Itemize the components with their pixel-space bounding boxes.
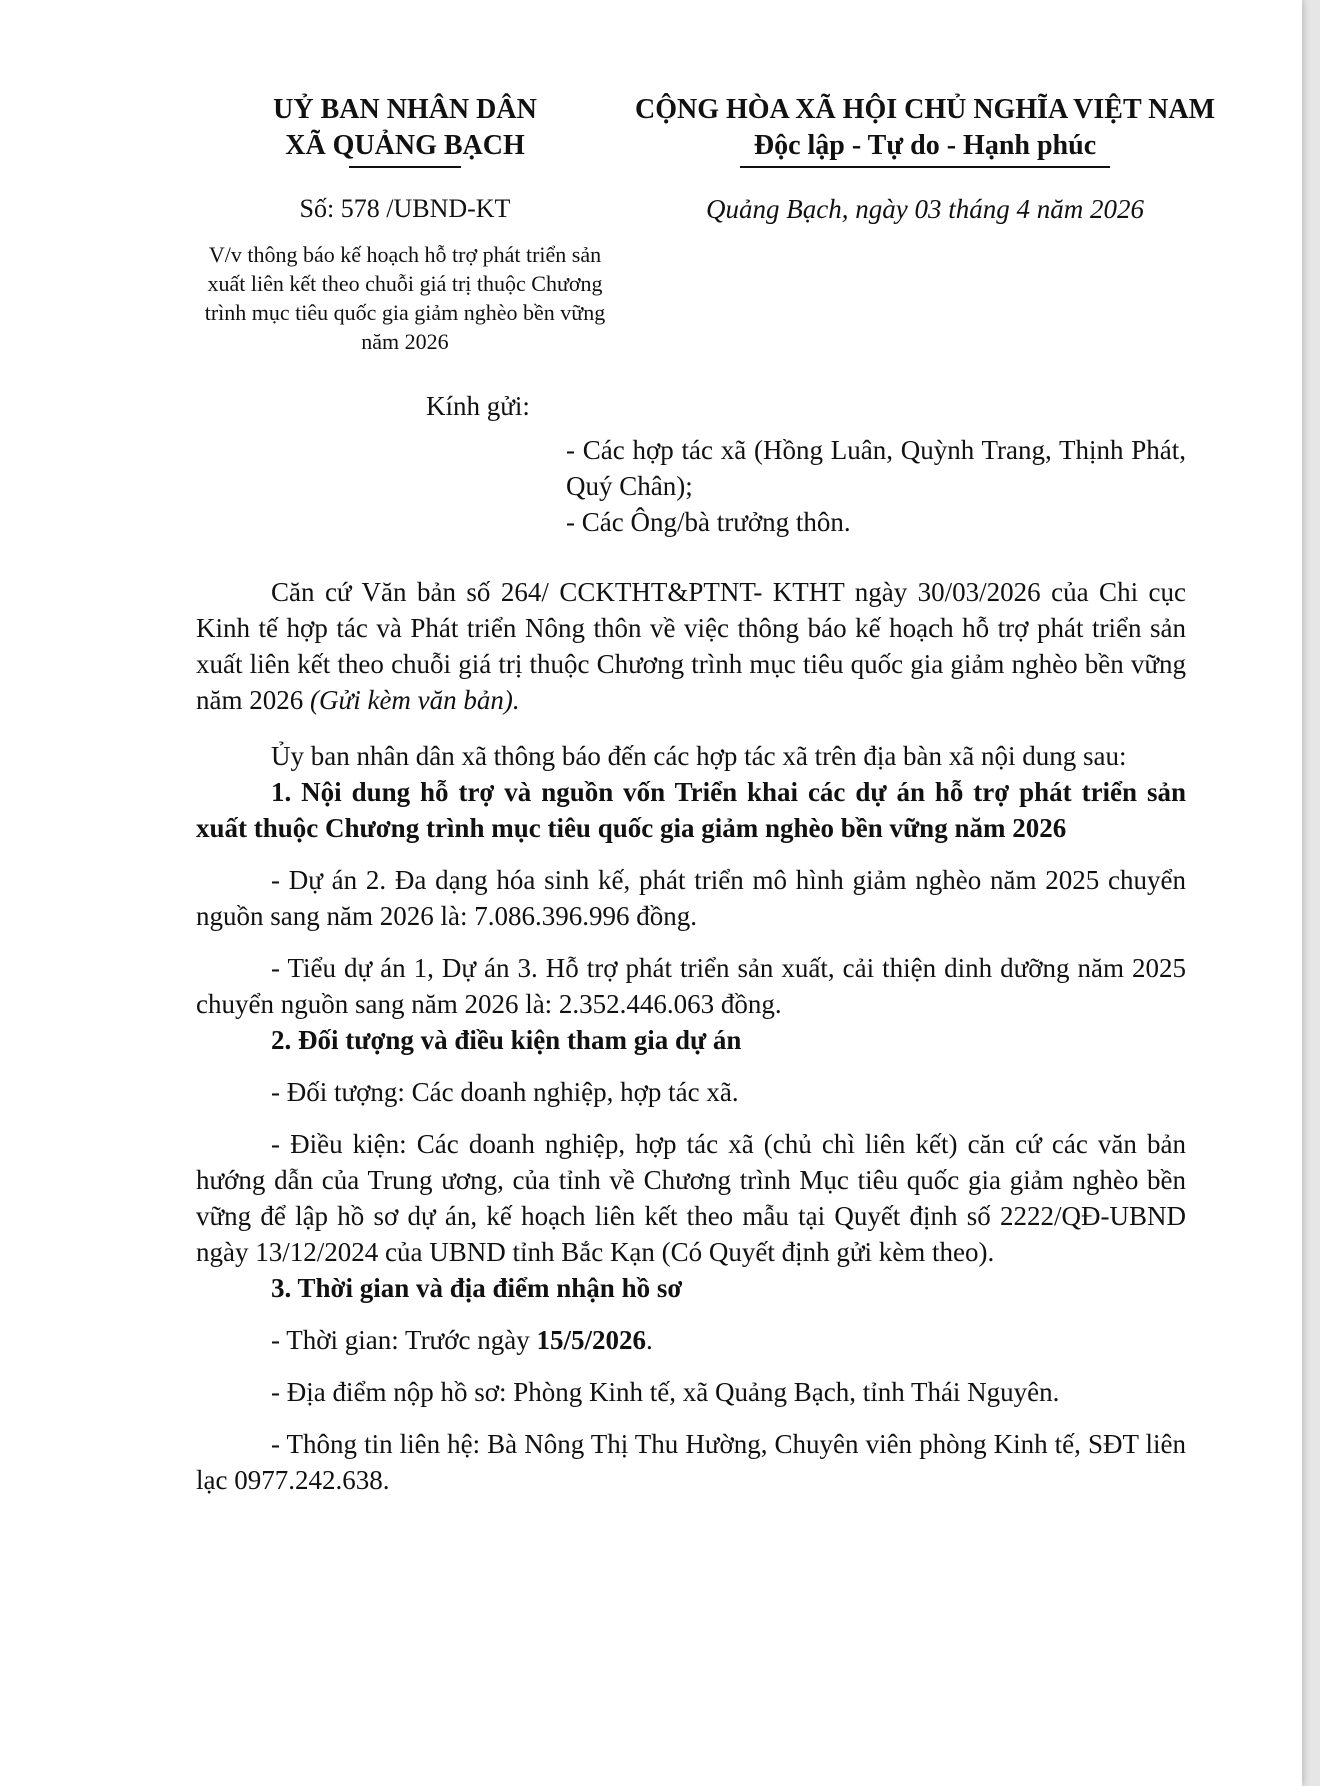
basis-text: Căn cứ Văn bản số 264/ CCKTHT&PTNT- KTHT ngày 30/03/2026 của Chi cục Kinh tế hợp tác và Phát triển Nông thôn về việc thông báo kế hoạch hỗ trợ phát triển sản xuất liên kết theo chuỗi giá trị thuộc Chương trình mục tiêu quốc gia giảm nghèo bền vững năm 2026 bbox=[196, 577, 1186, 715]
authority-line-2: XÃ QUẢNG BẠCH bbox=[285, 130, 525, 161]
section-2-heading: 2. Đối tượng và điều kiện tham gia dự án bbox=[271, 1025, 742, 1055]
recipient-item: - Các Ông/bà trưởng thôn. bbox=[566, 507, 851, 537]
section-2-item: - Điều kiện: Các doanh nghiệp, hợp tác xã (chủ chì liên kết) căn cứ các văn bản hướng dẫn của Trung ương, của tỉnh về Chương trình Mục tiêu quốc gia giảm nghèo bền vững để lập hồ sơ dự án, kế hoạch liên kết theo mẫu tại Quyết định số 2222/QĐ-UBND ngày 13/12/2024 của UBND tỉnh Bắc Kạn (Có Quyết định gửi kèm theo). bbox=[196, 1129, 1186, 1267]
time-label: - Thời gian: Trước ngày bbox=[271, 1325, 537, 1355]
section-3-place: - Địa điểm nộp hồ sơ: Phòng Kinh tế, xã Quảng Bạch, tỉnh Thái Nguyên. bbox=[271, 1377, 1060, 1407]
notice-paragraph: Ủy ban nhân dân xã thông báo đến các hợp tác xã trên địa bàn xã nội dung sau: bbox=[271, 741, 1127, 771]
section-1-heading: 1. Nội dung hỗ trợ và nguồn vốn Triển khai các dự án hỗ trợ phát triển sản xuất thuộc Chương trình mục tiêu quốc gia giảm nghèo bền vững năm 2026 bbox=[196, 777, 1186, 843]
document-body bbox=[196, 388, 1186, 1498]
authority-underline bbox=[349, 166, 461, 168]
section-3-time bbox=[196, 1322, 1186, 1358]
section-3-contact: - Thông tin liên hệ: Bà Nông Thị Thu Hường, Chuyên viên phòng Kinh tế, SĐT liên lạc 0977.242.638. bbox=[196, 1429, 1186, 1495]
basis-paragraph bbox=[196, 574, 1186, 718]
recipient-item: - Các hợp tác xã (Hồng Luân, Quỳnh Trang, Thịnh Phát, Quý Chân); bbox=[566, 435, 1186, 501]
recipients-label: Kính gửi: bbox=[426, 391, 530, 421]
section-3-heading: 3. Thời gian và địa điểm nhận hồ sơ bbox=[271, 1273, 683, 1303]
national-title bbox=[610, 92, 1240, 168]
section-1-item: - Tiểu dự án 1, Dự án 3. Hỗ trợ phát triển sản xuất, cải thiện dinh dưỡng năm 2025 chuyển nguồn sang năm 2026 là: 2.352.446.063 đồng. bbox=[196, 953, 1186, 1019]
recipients-list bbox=[566, 432, 1186, 540]
document-number: Số: 578 /UBND-KT bbox=[299, 194, 511, 223]
national-title-line-1: CỘNG HÒA XÃ HỘI CHỦ NGHĨA VIỆT NAM bbox=[634, 94, 1216, 125]
section-2-item: - Đối tượng: Các doanh nghiệp, hợp tác xã. bbox=[271, 1077, 739, 1107]
section-1-item: - Dự án 2. Đa dạng hóa sinh kế, phát triển mô hình giảm nghèo năm 2025 chuyển nguồn sang năm 2026 là: 7.086.396.996 đồng. bbox=[196, 865, 1186, 931]
basis-note: (Gửi kèm văn bản). bbox=[310, 685, 520, 715]
authority-line-1: UỶ BAN NHÂN DÂN bbox=[273, 94, 537, 125]
document-date: Quảng Bạch, ngày 03 tháng 4 năm 2026 bbox=[706, 194, 1144, 224]
deadline-date: 15/5/2026 bbox=[536, 1325, 646, 1355]
time-end: . bbox=[645, 1325, 653, 1355]
national-motto: Độc lập - Tự do - Hạnh phúc bbox=[753, 130, 1097, 161]
document-subject: V/v thông báo kế hoạch hỗ trợ phát triển sản xuất liên kết theo chuỗi giá trị thuộc Chương trình mục tiêu quốc gia giảm nghèo bền vững năm 2026 bbox=[204, 242, 606, 354]
issuing-authority bbox=[220, 92, 590, 168]
motto-underline bbox=[740, 166, 1110, 168]
